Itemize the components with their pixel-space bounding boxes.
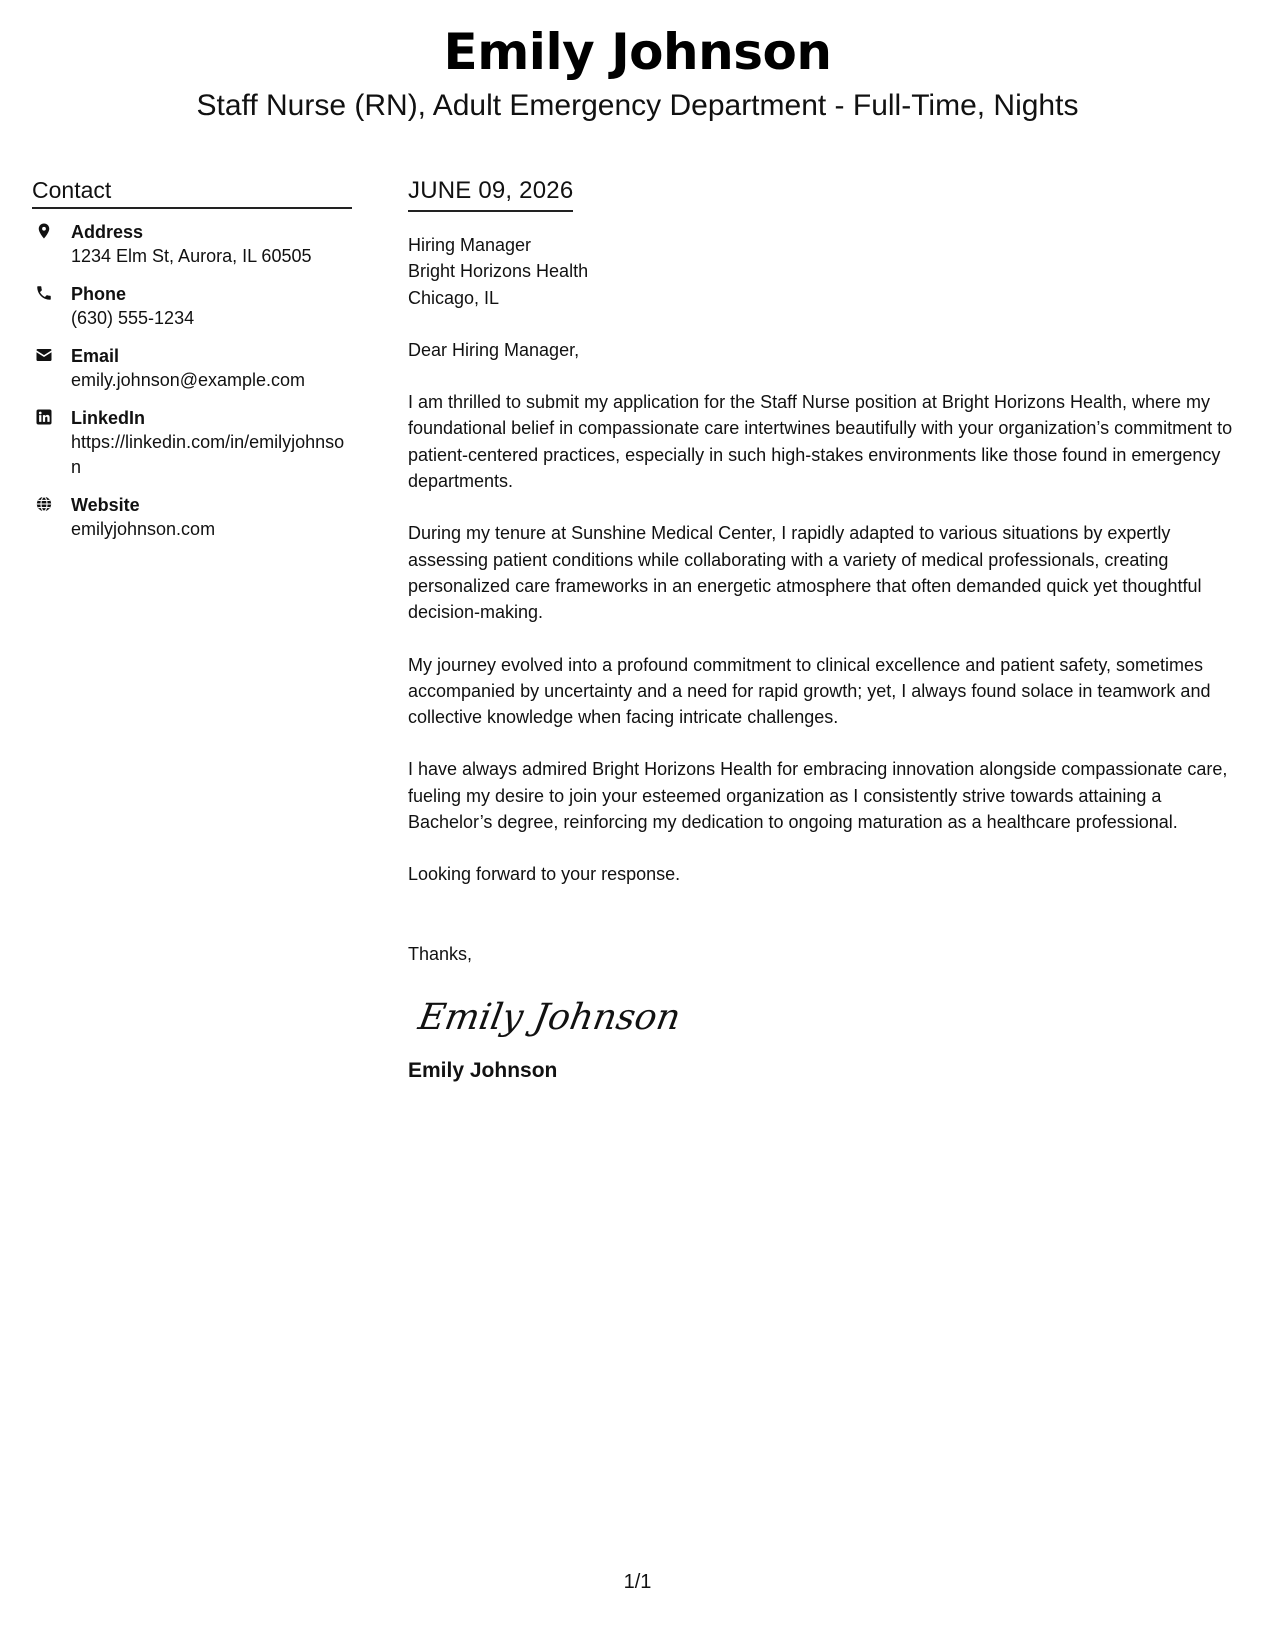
linkedin-value[interactable]: https://linkedin.com/in/emilyjohnson [71,432,345,477]
contact-label: Address [71,222,144,242]
phone-value: (630) 555-1234 [71,308,195,328]
globe-icon [35,495,53,513]
applicant-name: Emily Johnson [443,23,832,81]
signer-name: Emily Johnson [408,1058,558,1082]
page-number: 1/1 [623,1571,652,1593]
letter-body [408,176,1250,1085]
signature-image [415,989,684,1045]
date-block [408,176,573,212]
signature-text: Emily Johnson [415,995,684,1038]
contact-label: Phone [71,284,127,304]
recipient-block [408,232,1250,311]
letter-header [0,22,1275,124]
letter-paragraph: I have always admired Bright Horizons Health for embracing innovation alongside compassionate care, fueling my desire to join your esteemed organization as I consistently strive towards attaining a Bachelor’s degree, reinforcing my dedication to ongoing maturation as a healthcare professional. [408,759,1228,833]
map-pin-icon [35,222,53,240]
address-value: 1234 Elm St, Aurora, IL 60505 [71,246,312,266]
salutation: Dear Hiring Manager, [408,339,580,360]
contact-item-phone [32,282,352,331]
website-value[interactable]: emilyjohnson.com [71,519,216,539]
contact-item-linkedin [32,406,352,480]
contact-label: Email [71,346,120,366]
letter-date: JUNE 09, 2026 [408,177,574,204]
letter-paragraph: I am thrilled to submit my application for the Staff Nurse position at Bright Horizons Health, where my foundational belief in compassionate care intertwines beautifully with your organization’s commitment to patient-centered practices, especially in such high-stakes environments like those found in emergency departments. [408,392,1233,492]
contact-item-email [32,344,352,393]
closing-line: Looking forward to your response. [408,864,681,885]
contact-item-website [32,493,352,542]
contact-sidebar [32,176,352,555]
recipient-location: Chicago, IL [408,287,500,308]
contact-label: Website [71,495,140,515]
contact-heading: Contact [32,176,352,209]
recipient-title: Hiring Manager [408,235,532,255]
phone-icon [35,284,53,302]
signoff: Thanks, [408,943,473,964]
recipient-company: Bright Horizons Health [408,261,589,282]
letter-paragraph: My journey evolved into a profound commitment to clinical excellence and patient safety, sometimes accompanied by uncertainty and a need for rapid growth; yet, I always found solace in teamwork and collective knowledge when facing intricate challenges. [408,654,1211,728]
letter-paragraph: During my tenure at Sunshine Medical Center, I rapidly adapted to various situations by expertly assessing patient conditions while collaborating with a variety of medical professionals, creating personalized care frameworks in an energetic atmosphere that often demanded quick yet thoughtful decision-making. [408,523,1202,623]
email-value[interactable]: emily.johnson@example.com [71,370,306,390]
linkedin-icon [35,408,53,426]
envelope-icon [35,346,53,364]
job-title: Staff Nurse (RN), Adult Emergency Department - Full-Time, Nights [196,89,1079,122]
contact-label: LinkedIn [71,408,146,428]
contact-item-address [32,220,352,269]
